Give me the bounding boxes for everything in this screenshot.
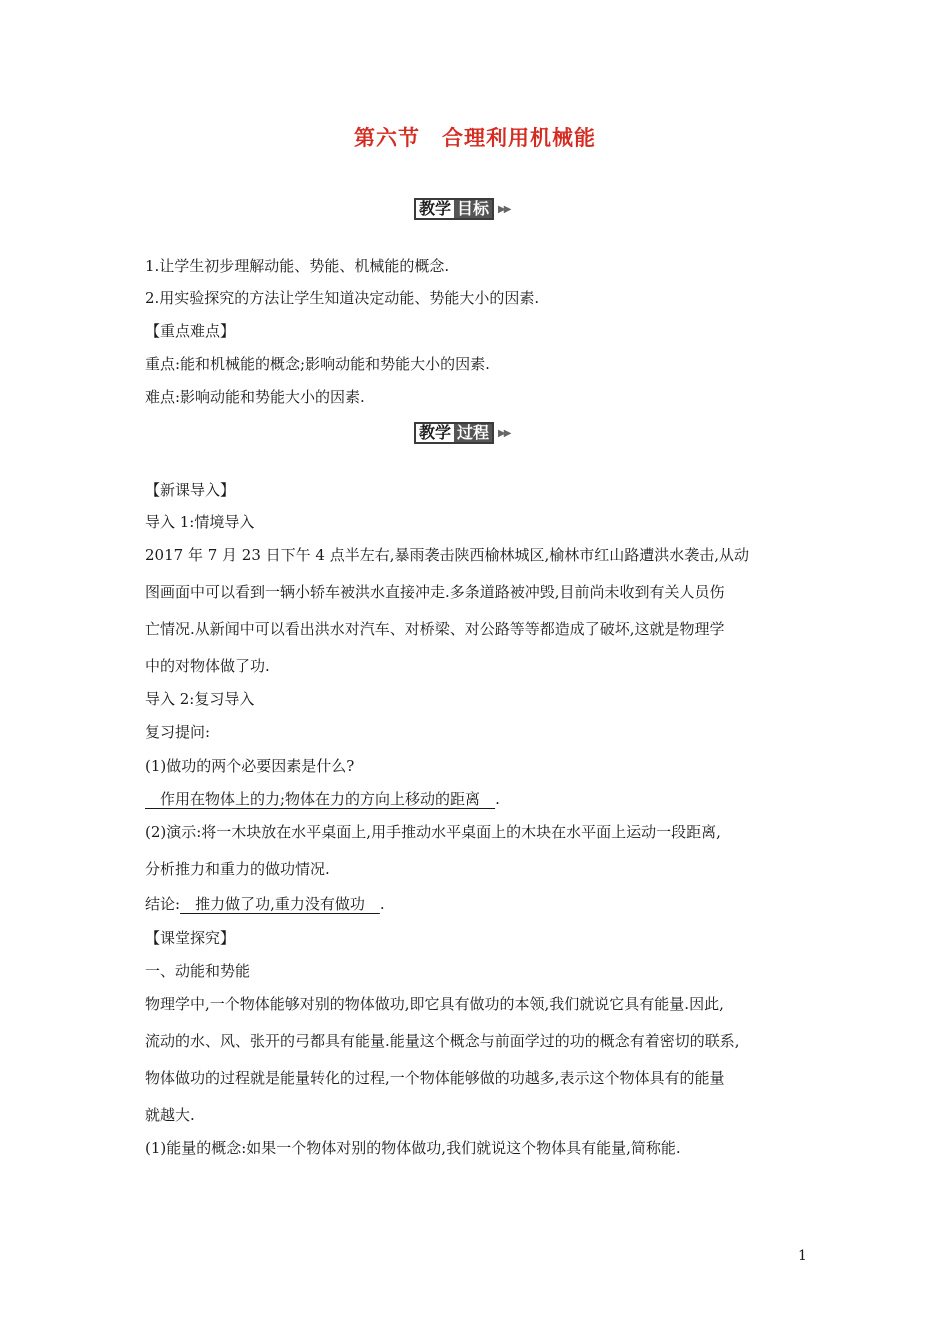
subsection-heading: 一、动能和势能 <box>145 962 251 980</box>
question-2: 分析推力和重力的做功情况. <box>145 860 330 878</box>
badge-teaching-goals <box>414 197 509 221</box>
section-header: 【重点难点】 <box>145 322 236 340</box>
energy-definition: (1)能量的概念:如果一个物体对别的物体做功,我们就说这个物体具有能量,简称能. <box>145 1139 681 1157</box>
question-2: (2)演示:将一木块放在水平桌面上,用手推动水平桌面上的木块在水平面上运动一段距离, <box>145 823 721 841</box>
key-point: 重点:能和机械能的概念;影响动能和势能大小的因素. <box>145 355 490 373</box>
answer-1-text: 作用在物体上的力;物体在力的方向上移动的距离 <box>145 790 496 808</box>
key-point: 难点:影响动能和势能大小的因素. <box>145 388 365 406</box>
paragraph-line: 图画面中可以看到一辆小轿车被洪水直接冲走.多条道路被冲毁,目前尚未收到有关人员伤 <box>145 583 725 601</box>
paragraph-line: 就越大. <box>145 1106 195 1124</box>
conclusion <box>145 894 385 914</box>
section-header: 【新课导入】 <box>145 481 236 499</box>
paragraph-line: 物体做功的过程就是能量转化的过程,一个物体能够做的功越多,表示这个物体具有的能量 <box>145 1069 725 1087</box>
paragraph-line: 流动的水、风、张开的弓都具有能量.能量这个概念与前面学过的功的概念有着密切的联系, <box>145 1032 740 1050</box>
paragraph-line: 亡情况.从新闻中可以看出洪水对汽车、对桥梁、对公路等等都造成了破坏,这就是物理学 <box>145 620 725 638</box>
badge-label-left: 教学 <box>416 200 454 218</box>
intro-label: 导入 2:复习导入 <box>145 690 255 708</box>
paragraph-line: 2017 年 7 月 23 日下午 4 点半左右,暴雨袭击陕西榆林城区,榆林市红山路遭洪水袭击,从动 <box>145 546 750 564</box>
badge-label-left: 教学 <box>416 424 454 442</box>
badge-label-right: 过程 <box>454 424 492 442</box>
review-label: 复习提问: <box>145 723 211 741</box>
goal-item: 1.让学生初步理解动能、势能、机械能的概念. <box>145 257 450 275</box>
badge-teaching-process <box>414 421 509 445</box>
question-1: (1)做功的两个必要因素是什么? <box>145 757 355 775</box>
answer-1-end: . <box>495 790 500 808</box>
conclusion-label: 结论: <box>145 895 181 913</box>
badge-box <box>414 198 494 220</box>
goal-item: 2.用实验探究的方法让学生知道决定动能、势能大小的因素. <box>145 289 540 307</box>
conclusion-end: . <box>379 895 385 913</box>
double-arrow-icon: ▶▶ <box>498 427 510 439</box>
conclusion-text: 推力做了功,重力没有做功 <box>180 895 380 913</box>
double-arrow-icon: ▶▶ <box>498 203 510 215</box>
answer-1 <box>145 789 500 809</box>
page-number: 1 <box>798 1248 807 1264</box>
paragraph-line: 中的对物体做了功. <box>145 657 270 675</box>
paragraph-line: 物理学中,一个物体能够对别的物体做功,即它具有做功的本领,我们就说它具有能量.因此, <box>145 995 724 1013</box>
badge-label-right: 目标 <box>454 200 492 218</box>
badge-box <box>414 422 494 444</box>
intro-label: 导入 1:情境导入 <box>145 513 255 531</box>
page-title: 第六节 合理利用机械能 <box>354 126 596 150</box>
section-header: 【课堂探究】 <box>145 929 236 947</box>
